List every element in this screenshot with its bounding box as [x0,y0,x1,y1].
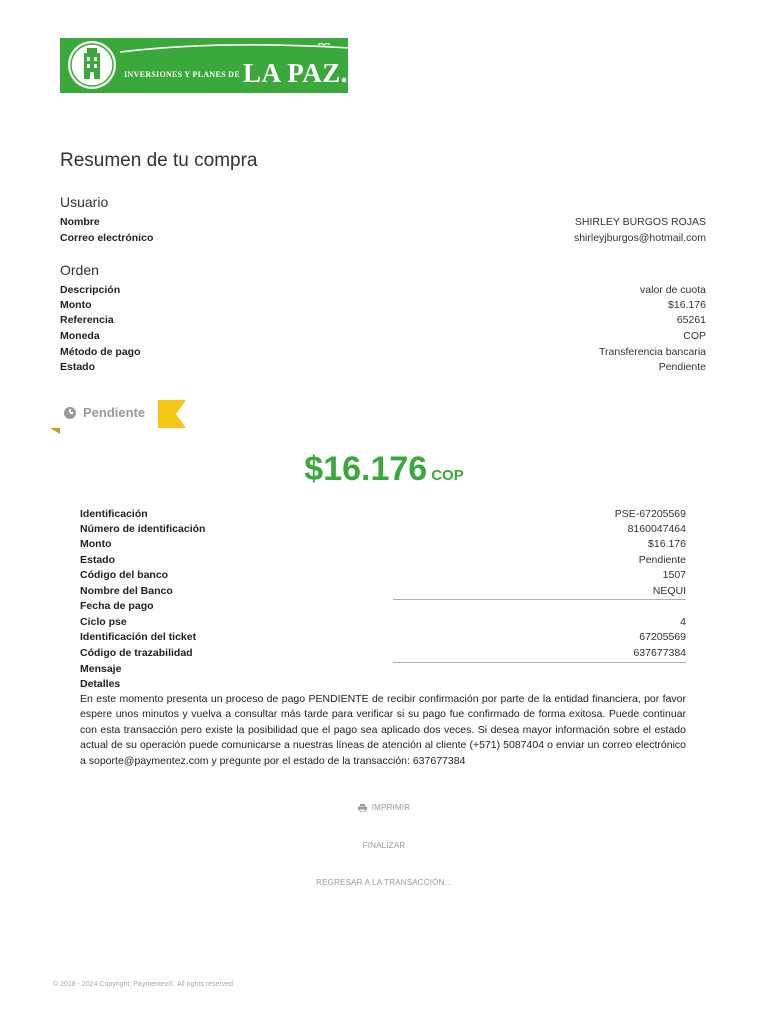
row-label: Nombre del Banco [80,584,173,597]
row-label: Estado [60,360,96,373]
print-label: IMPRIMIR [371,803,411,812]
row-value: 1507 [662,568,686,581]
row-label: Descripción [60,283,121,296]
row-label: Identificación [80,507,148,520]
row-value: $16.176 [648,537,686,550]
detail-row [80,629,686,644]
row-value: Pendiente [638,553,686,566]
page-title: Resumen de tu compra [60,150,258,171]
logo-subtitle: INVERSIONES Y PLANES DE [124,70,240,79]
user-row-email [60,230,706,245]
row-label: Ciclo pse [80,615,127,628]
logo-brand-name: LA PAZ. [243,58,348,88]
detail-row [80,552,686,567]
finish-label: FINALIZAR [362,841,406,850]
detail-row [80,661,686,676]
print-button[interactable] [0,803,768,812]
row-value: Transferencia bancaria [599,345,706,358]
order-row [60,344,706,359]
order-row [60,359,706,374]
row-value: valor de cuota [640,283,706,296]
detail-row [80,521,686,536]
building-seal-icon [68,41,116,89]
detail-row [80,536,686,551]
row-label: Método de pago [60,345,141,358]
order-row [60,282,706,297]
row-value: 65261 [676,313,706,326]
row-value: shirleyjburgos@hotmail.com [573,231,706,244]
ribbon-fold-icon [50,428,62,436]
detail-row [80,567,686,582]
row-label: Correo electrónico [60,231,154,244]
printer-icon [358,804,367,812]
row-label: Moneda [60,329,100,342]
order-row [60,312,706,327]
detail-row [80,583,686,598]
detail-row [80,614,686,629]
total-amount [0,450,768,489]
row-label: Identificación del ticket [80,630,197,643]
status-badge [64,405,145,420]
detail-row [80,676,686,691]
amount-currency: COP [431,467,464,484]
row-label: Código del banco [80,568,169,581]
user-section-title: Usuario [60,194,109,210]
clock-icon [64,407,76,419]
row-value: 8160047464 [627,522,686,535]
pending-ribbon-icon [158,400,188,430]
order-row [60,297,706,312]
user-row-name [60,214,706,229]
row-value: 637677384 [633,646,686,659]
row-label: Número de identificación [80,522,206,535]
status-label: Pendiente [83,405,146,420]
row-value: 4 [680,615,686,628]
row-label: Fecha de pago [80,599,154,612]
amount-value: $16.176 [304,450,428,488]
row-label: Detalles [80,677,121,690]
detail-row [80,645,686,660]
row-label: Mensaje [80,662,122,675]
row-label: Estado [80,553,116,566]
row-value: SHIRLEY BURGOS ROJAS [574,215,706,228]
back-label: REGRESAR A LA TRANSACCIÓN... [316,878,452,887]
row-value: PSE-67205569 [614,507,686,520]
detail-row [80,506,686,521]
row-value: 67205569 [639,630,686,643]
order-section-title: Orden [60,262,99,278]
finish-button[interactable] [0,841,768,850]
row-value: COP [683,329,706,342]
row-label: Código de trazabilidad [80,646,193,659]
row-label: Referencia [60,313,114,326]
detail-row [80,598,686,613]
row-value: Pendiente [658,360,706,373]
order-row [60,328,706,343]
row-label: Monto [60,298,92,311]
row-value: $16.176 [668,298,706,311]
details-message: En este momento presenta un proceso de pago PENDIENTE de recibir confirmación por parte de la entidad financiera, por favor espere unos minutos y vuelva a consultar más tarde para verificar si su pago fue confirmado de forma exitosa. Puede continuar con esta transacción pero existe la posibilidad que el pago sea aplicado dos veces. Si desea mayor información sobre el estado actual de su operación puede comunicarse a nuestras líneas de atención al cliente (+571) 5087404 o enviar un correo electrónico a soporte@paymentez.com y pregunte por el estado de la transacción: 637677384 [80,693,686,767]
footer-copyright: © 2018 - 2024 Copyright: Paymentez®. All rights reserved. [53,981,235,988]
row-label: Monto [80,537,112,550]
back-to-transaction-button[interactable] [0,878,768,887]
row-label: Nombre [60,215,100,228]
row-value: NEQUI [652,584,686,597]
brand-logo [60,38,348,93]
